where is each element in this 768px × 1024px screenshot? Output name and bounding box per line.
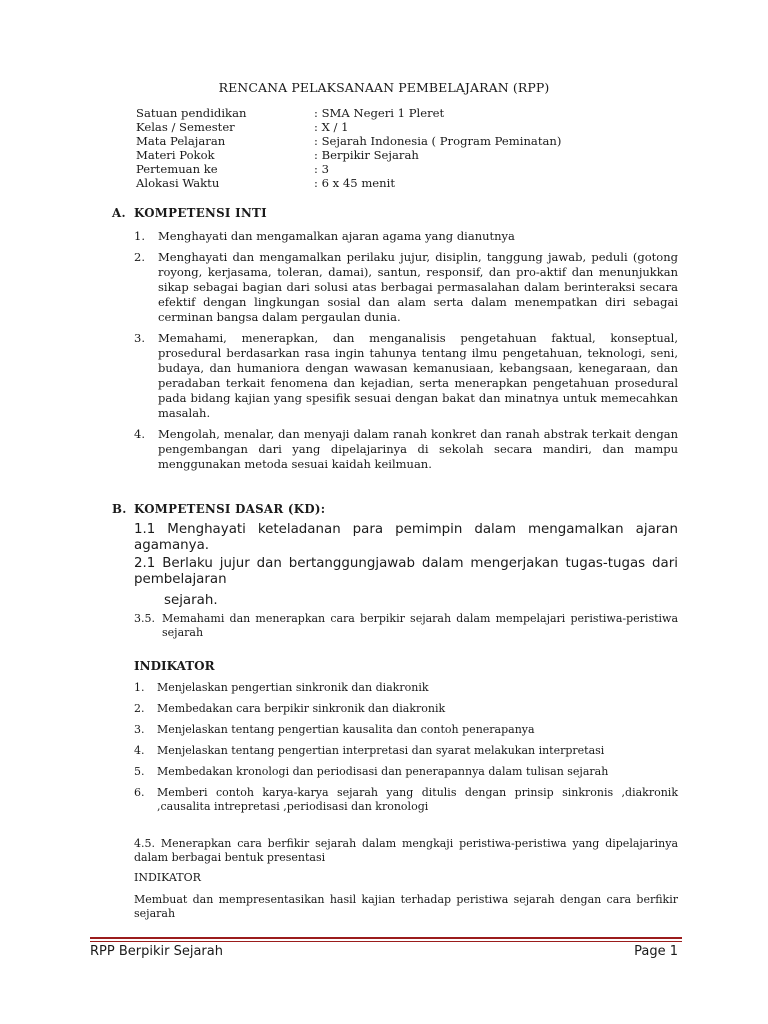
identity-label: Kelas / Semester xyxy=(136,120,235,134)
identity-label: Alokasi Waktu xyxy=(136,176,220,190)
list-text: Memberi contoh karya-karya sejarah yang ditulis dengan prinsip sinkronis ,diakronik ,causalita intrepretasi ,periodisasi dan kronologi xyxy=(157,786,678,813)
list-text: Memahami, menerapkan, dan menganalisis pengetahuan faktual, konseptual, prosedural berdasarkan rasa ingin tahunya tentang ilmu pengetahuan, teknologi, seni, budaya, dan humaniora dengan wawasan kemanusiaan, kebangsaan, kenegaraan, dan peradaban terkait fenomena dan kejadian, serta menerapkan pengetahuan prosedural pada bidang kajian yang spesifik sesuai dengan bakat dan minatnya untuk memecahkan masalah. xyxy=(158,331,678,420)
kd-2-1-line: sejarah. xyxy=(164,593,218,608)
identity-value: : X / 1 xyxy=(314,120,349,134)
list-text: Menghayati dan mengamalkan ajaran agama yang dianutnya xyxy=(158,229,515,243)
list-number: 2. xyxy=(134,702,145,715)
list-item xyxy=(134,702,678,716)
list-number: 5. xyxy=(134,765,145,778)
footer-rule xyxy=(90,937,682,939)
footer-title: RPP Berpikir Sejarah xyxy=(90,944,223,959)
list-text: Menjelaskan tentang pengertian interpretasi dan syarat melakukan interpretasi xyxy=(157,744,605,757)
identity-value: : SMA Negeri 1 Pleret xyxy=(314,106,445,120)
footer-rule-thin xyxy=(90,941,682,942)
list-number: 4. xyxy=(134,744,145,757)
list-number: 3. xyxy=(134,723,145,736)
footer-page-number: Page 1 xyxy=(634,944,678,959)
indikator-heading: INDIKATOR xyxy=(134,659,215,673)
list-item xyxy=(134,786,678,814)
kompetensi-inti-list xyxy=(134,229,678,472)
identity-value: : 3 xyxy=(314,162,329,176)
indikator-2-heading: INDIKATOR xyxy=(134,871,201,884)
kd-4-5: 4.5. Menerapkan cara berfikir sejarah dalam mengkaji peristiwa-peristiwa yang dipelajarinya dalam berbagai bentuk presentasi xyxy=(134,837,678,864)
identity-label: Mata Pelajaran xyxy=(136,134,226,148)
list-item xyxy=(134,427,678,472)
kd-3-5-item xyxy=(134,612,678,640)
list-number: 4. xyxy=(134,427,145,441)
identity-label: Materi Pokok xyxy=(136,148,215,162)
list-text: Menjelaskan pengertian sinkronik dan diakronik xyxy=(157,681,429,694)
list-item xyxy=(134,765,678,779)
list-text: Mengolah, menalar, dan menyaji dalam ranah konkret dan ranah abstrak terkait dengan pengembangan dari yang dipelajarinya di sekolah secara mandiri, dan mampu menggunakan metoda sesuai kaidah keilmuan. xyxy=(158,427,678,471)
identity-label: Pertemuan ke xyxy=(136,162,218,176)
list-item xyxy=(134,723,678,737)
identity-value: : Berpikir Sejarah xyxy=(314,148,419,162)
kd-2-1 xyxy=(134,556,678,609)
identity-label: Satuan pendidikan xyxy=(136,106,247,120)
kd-3-5-number: 3.5. xyxy=(134,612,155,625)
list-text: Membedakan cara berpikir sinkronik dan diakronik xyxy=(157,702,446,715)
identity-value: : 6 x 45 menit xyxy=(314,176,396,190)
section-a-label: A. xyxy=(112,206,126,220)
indikator-2-text: Membuat dan mempresentasikan hasil kajian terhadap peristiwa sejarah dengan cara berfikir sejarah xyxy=(134,893,678,920)
kd-3-5 xyxy=(134,612,678,640)
list-number: 2. xyxy=(134,250,145,264)
list-number: 1. xyxy=(134,681,145,694)
indikator-list xyxy=(134,681,678,814)
list-item xyxy=(134,229,678,244)
section-a-title: KOMPETENSI INTI xyxy=(134,206,267,220)
list-item xyxy=(134,331,678,421)
list-number: 3. xyxy=(134,331,145,345)
document-title: RENCANA PELAKSANAAN PEMBELAJARAN (RPP) xyxy=(218,80,550,95)
list-item xyxy=(134,744,678,758)
kd-1-1: 1.1 Menghayati keteladanan para pemimpin dalam mengamalkan ajaran agamanya. xyxy=(134,522,678,553)
section-a-heading xyxy=(112,206,267,220)
list-text: Membedakan kronologi dan periodisasi dan penerapannya dalam tulisan sejarah xyxy=(157,765,609,778)
kd-2-1-line: 2.1 Berlaku jujur dan bertanggungjawab dalam mengerjakan tugas-tugas dari pembelajaran xyxy=(134,556,678,587)
kd-3-5-text: Memahami dan menerapkan cara berpikir sejarah dalam mempelajari peristiwa-peristiwa sejarah xyxy=(162,612,678,639)
list-number: 1. xyxy=(134,229,145,243)
list-number: 6. xyxy=(134,786,145,799)
list-item xyxy=(134,250,678,325)
list-text: Menjelaskan tentang pengertian kausalita dan contoh penerapanya xyxy=(157,723,535,736)
section-b-title: KOMPETENSI DASAR (KD): xyxy=(134,502,326,516)
section-b-label: B. xyxy=(112,502,127,516)
identity-value: : Sejarah Indonesia ( Program Peminatan) xyxy=(314,134,562,148)
list-item xyxy=(134,681,678,695)
list-text: Menghayati dan mengamalkan perilaku jujur, disiplin, tanggung jawab, peduli (gotong royong, kerjasama, toleran, damai), santun, responsif, dan pro-aktif dan menunjukkan sikap sebagai bagian dari solusi atas berbagai permasalahan dalam berinteraksi secara efektif dengan lingkungan sosial dan alam serta dalam menempatkan diri sebagai cerminan bangsa dalam pergaulan dunia. xyxy=(158,250,678,324)
section-b-heading xyxy=(112,502,325,516)
